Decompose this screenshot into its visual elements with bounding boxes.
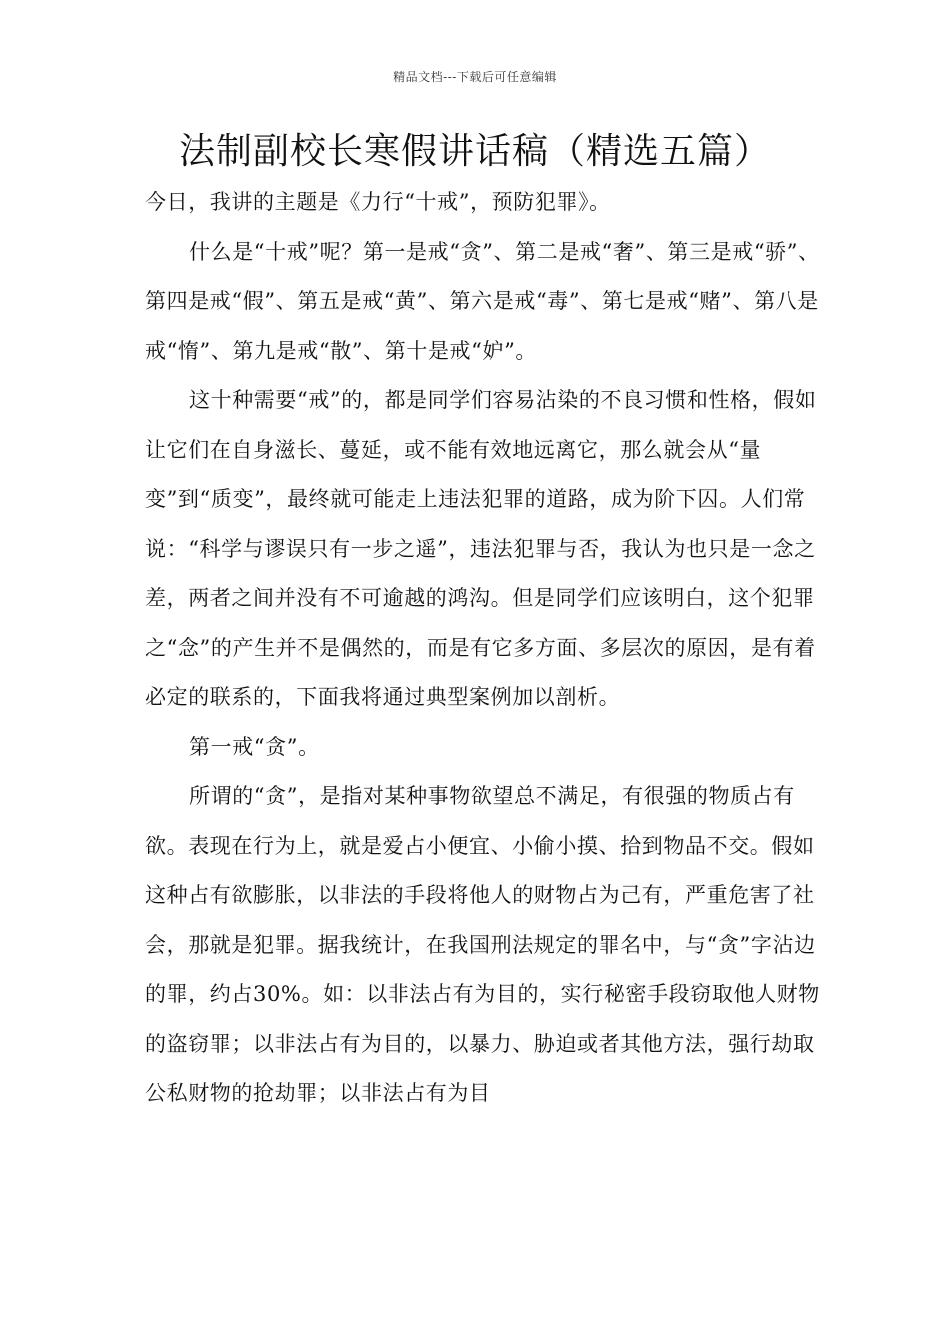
- paragraph-ten-precepts: 什么是“十戒”呢？第一是戒“贪”、第二是戒“奢”、第三是戒“骄”、第四是戒“假”、第五是戒“黄”、第六是戒“毒”、第七是戒“赌”、第八是戒“惰”、第九是戒“散”、第十是戒“妒”。: [145, 239, 820, 363]
- paragraph-explanation: 这十种需要“戒”的，都是同学们容易沾染的不良习惯和性格，假如让它们在自身滋长、蔓延，或不能有效地远离它，那么就会从“量变”到“质变”，最终就可能走上违法犯罪的道路，成为阶下囚。人们常说：“科学与谬误只有一步之遥”，违法犯罪与否，我认为也只是一念之差，两者之间并没有不可逾越的鸿沟。但是同学们应该明白，这个犯罪之“念”的产生并不是偶然的，而是有它多方面、多层次的原因，是有着必定的联系的，下面我将通过典型案例加以剖析。: [145, 388, 817, 709]
- header-note: 精品文档---下载后可任意编辑: [393, 70, 557, 84]
- document-body: [145, 178, 825, 1119]
- paragraph-intro: 今日，我讲的主题是《力行“十戒”，预防犯罪》。: [145, 190, 611, 214]
- document-title: 法制副校长寒假讲话稿（精选五篇）: [178, 131, 771, 172]
- section-heading-greed: 第一戒“贪”。: [189, 734, 320, 759]
- paragraph-greed: 所谓的“贪”，是指对某种事物欲望总不满足，有很强的物质占有欲。表现在行为上，就是爱占小便宜、小偷小摸、拾到物品不交。假如这种占有欲膨胀，以非法的手段将他人的财物占为己有，严重危害了社会，那就是犯罪。据我统计，在我国刑法规定的罪名中，与“贪”字沾边的罪，约占30%。如：以非法占有为目的，实行秘密手段窃取他人财物的盗窃罪；以非法占有为目的，以暴力、胁迫或者其他方法，强行劫取公私财物的抢劫罪；以非法占有为目: [145, 784, 820, 1105]
